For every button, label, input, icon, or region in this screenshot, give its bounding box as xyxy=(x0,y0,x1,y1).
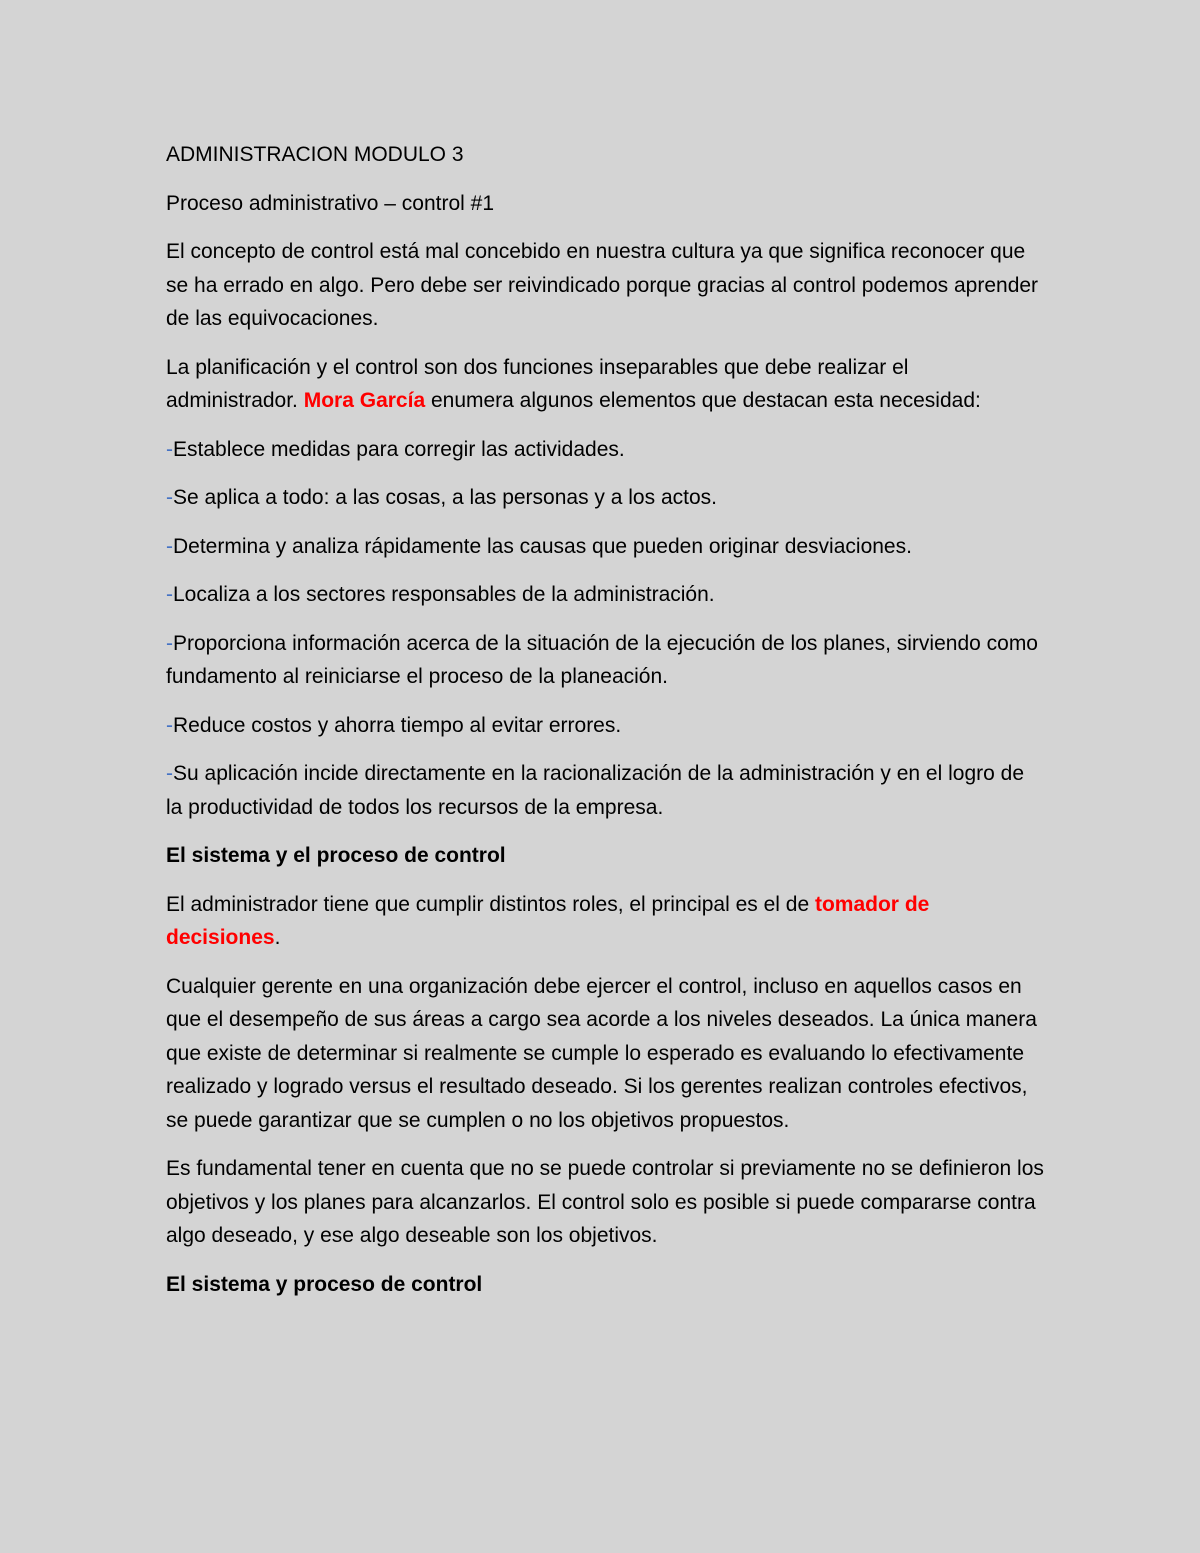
bullet-text: Localiza a los sectores responsables de la administración. xyxy=(173,583,715,606)
bullet-marker: - xyxy=(166,762,173,785)
document-title: ADMINISTRACION MODULO 3 xyxy=(166,143,464,166)
bullet-item xyxy=(166,578,1046,612)
paragraph-planning-text-before: La planificación y el control son dos funciones inseparables que debe realizar el administrador. xyxy=(166,355,909,412)
paragraph-objectives: Es fundamental tener en cuenta que no se puede controlar si previamente no se definieron los objetivos y los planes para alcanzarlos. El control solo es posible si puede compararse contra algo deseado, y ese algo deseable son los objetivos. xyxy=(166,1157,1044,1247)
highlight-decision-maker: tomador de decisiones xyxy=(166,892,930,949)
paragraph-planning-text-after: enumera algunos elementos que destacan esta necesidad: xyxy=(425,389,981,412)
bullet-text: Reduce costos y ahorra tiempo al evitar errores. xyxy=(173,713,622,737)
bullet-text: Establece medidas para corregir las actividades. xyxy=(173,437,625,461)
paragraph-planning xyxy=(166,351,1046,418)
paragraph-control-concept: El concepto de control está mal concebido en nuestra cultura ya que significa reconocer que se ha errado en algo. Pero debe ser reivindicado porque gracias al control podemos aprender de las equivocaciones. xyxy=(166,240,1039,330)
bullet-item xyxy=(166,709,1046,743)
paragraph-roles-text-before: El administrador tiene que cumplir distintos roles, el principal es el de xyxy=(166,892,815,916)
bullet-text: Se aplica a todo: a las cosas, a las personas y a los actos. xyxy=(173,486,717,509)
section-heading: El sistema y el proceso de control xyxy=(166,844,506,867)
section-heading: El sistema y proceso de control xyxy=(166,1272,483,1296)
bullet-item xyxy=(166,627,1046,694)
bullet-item xyxy=(166,757,1046,824)
bullet-marker: - xyxy=(166,437,173,461)
bullet-marker: - xyxy=(166,631,173,655)
bullet-marker: - xyxy=(166,713,173,737)
bullet-marker: - xyxy=(166,534,173,558)
document-body xyxy=(166,138,1046,1316)
document-subtitle: Proceso administrativo – control #1 xyxy=(166,191,494,215)
bullet-item xyxy=(166,481,1046,515)
highlight-author: Mora García xyxy=(303,389,426,412)
bullet-item xyxy=(166,530,1046,564)
bullet-text: Su aplicación incide directamente en la racionalización de la administración y en el logro de la productividad de todos los recursos de la empresa. xyxy=(166,762,1024,819)
bullet-text: Proporciona información acerca de la situación de la ejecución de los planes, sirviendo como fundamento al reiniciarse el proceso de la planeación. xyxy=(166,631,1038,688)
bullet-text: Determina y analiza rápidamente las causas que pueden originar desviaciones. xyxy=(173,534,912,558)
bullet-marker: - xyxy=(166,486,173,509)
paragraph-roles-text-after: . xyxy=(274,926,281,949)
paragraph-manager-control: Cualquier gerente en una organización debe ejercer el control, incluso en aquellos casos en que el desempeño de sus áreas a cargo sea acorde a los niveles deseados. La única manera que existe de determinar si realmente se cumple lo esperado es evaluando lo efectivamente realizado y logrado versus el resultado deseado. Si los gerentes realizan controles efectivos, se puede garantizar que se cumplen o no los objetivos propuestos. xyxy=(166,974,1037,1132)
bullet-item xyxy=(166,433,1046,467)
paragraph-roles xyxy=(166,888,1046,955)
bullet-marker: - xyxy=(166,583,173,606)
